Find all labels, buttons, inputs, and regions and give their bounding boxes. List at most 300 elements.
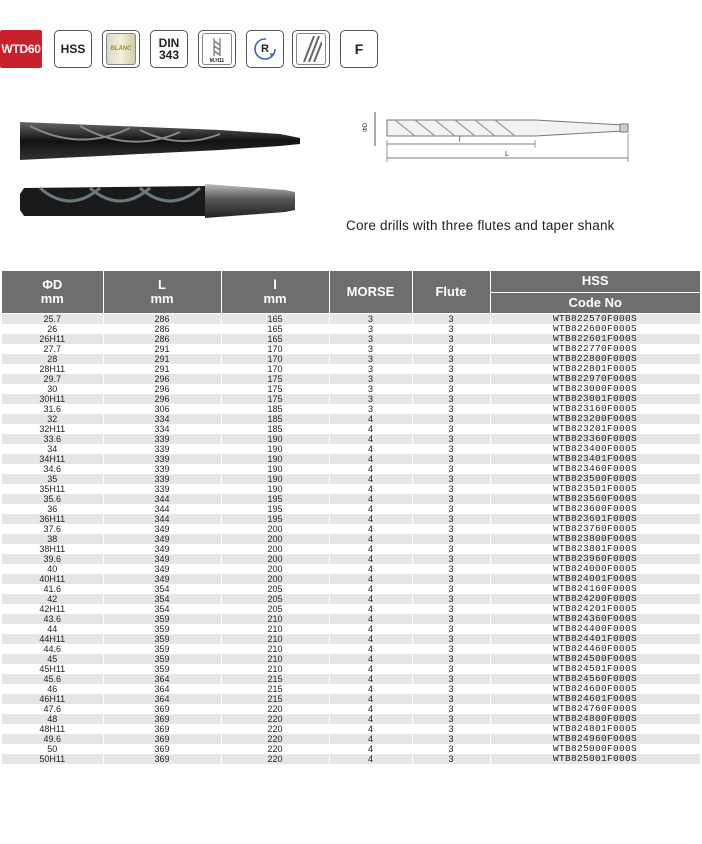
code-cell: WTB823360F000S xyxy=(490,434,700,444)
code-cell: WTB823000F000S xyxy=(490,384,700,394)
total-length-cell: 296 xyxy=(103,374,221,384)
code-cell: WTB822801F000S xyxy=(490,364,700,374)
table-row xyxy=(2,384,700,394)
morse-cell: 4 xyxy=(329,674,412,684)
diameter-cell: 26H11 xyxy=(2,334,103,344)
total-length-cell: 369 xyxy=(103,754,221,764)
total-length-cell: 296 xyxy=(103,384,221,394)
diameter-cell: 34.6 xyxy=(2,464,103,474)
table-row xyxy=(2,414,700,424)
flute-count-cell: 3 xyxy=(412,494,490,504)
flute-length-cell: 210 xyxy=(221,624,329,634)
flute-count-cell: 3 xyxy=(412,714,490,724)
diameter-cell: 50H11 xyxy=(2,754,103,764)
flute-count-cell: 3 xyxy=(412,684,490,694)
header-morse: MORSE xyxy=(329,271,412,313)
helix-icon xyxy=(300,36,322,62)
table-row xyxy=(2,313,700,324)
flute-length-cell: 205 xyxy=(221,604,329,614)
table-row xyxy=(2,504,700,514)
table-row xyxy=(2,334,700,344)
diameter-cell: 43.6 xyxy=(2,614,103,624)
total-length-cell: 291 xyxy=(103,364,221,374)
flute-count-cell: 3 xyxy=(412,534,490,544)
diagram-label-l: l xyxy=(459,137,461,144)
flute-count-cell: 3 xyxy=(412,324,490,334)
code-cell: WTB824460F000S xyxy=(490,644,700,654)
flute-length-cell: 220 xyxy=(221,744,329,754)
total-length-cell: 364 xyxy=(103,684,221,694)
code-cell: WTB822770F000S xyxy=(490,344,700,354)
table-row xyxy=(2,524,700,534)
header-flute: Flute xyxy=(412,271,490,313)
product-subtitle: Core drills with three flutes and taper shank xyxy=(346,218,615,233)
code-cell: WTB822600F000S xyxy=(490,324,700,334)
header-code-no: Code No xyxy=(490,292,700,313)
code-cell: WTB824401F000S xyxy=(490,634,700,644)
flute-count-cell: 3 xyxy=(412,384,490,394)
finish-badge xyxy=(102,30,140,68)
code-cell: WTB824200F000S xyxy=(490,594,700,604)
morse-cell: 4 xyxy=(329,704,412,714)
flute-count-cell: 3 xyxy=(412,504,490,514)
diameter-cell: 33.6 xyxy=(2,434,103,444)
code-cell: WTB824000F000S xyxy=(490,564,700,574)
flute-length-cell: 175 xyxy=(221,394,329,404)
diameter-cell: 30 xyxy=(2,384,103,394)
table-row xyxy=(2,534,700,544)
morse-cell: 4 xyxy=(329,614,412,624)
morse-cell: 4 xyxy=(329,524,412,534)
flute-length-cell: 205 xyxy=(221,594,329,604)
code-cell: WTB824201F000S xyxy=(490,604,700,614)
table-row xyxy=(2,674,700,684)
flute-length-cell: 170 xyxy=(221,354,329,364)
code-cell: WTB824001F000S xyxy=(490,574,700,584)
morse-cell: 4 xyxy=(329,534,412,544)
morse-cell: 4 xyxy=(329,744,412,754)
flute-count-cell: 3 xyxy=(412,594,490,604)
morse-cell: 4 xyxy=(329,474,412,484)
header-total-length xyxy=(103,271,221,313)
standard-line1: DIN xyxy=(158,36,180,50)
total-length-cell: 339 xyxy=(103,484,221,494)
flute-count-cell: 3 xyxy=(412,364,490,374)
total-length-cell: 349 xyxy=(103,544,221,554)
diameter-cell: 45 xyxy=(2,654,103,664)
flute-count-cell: 3 xyxy=(412,644,490,654)
flute-count-cell: 3 xyxy=(412,564,490,574)
morse-cell: 3 xyxy=(329,313,412,324)
code-cell: WTB823160F000S xyxy=(490,404,700,414)
morse-cell: 4 xyxy=(329,514,412,524)
morse-cell: 4 xyxy=(329,574,412,584)
diameter-cell: 49.6 xyxy=(2,734,103,744)
flute-length-cell: 210 xyxy=(221,634,329,644)
code-cell: WTB822570F000S xyxy=(490,313,700,324)
flute-count-cell: 3 xyxy=(412,654,490,664)
specification-table xyxy=(2,271,701,764)
table-row xyxy=(2,514,700,524)
flute-length-cell: 200 xyxy=(221,564,329,574)
diameter-cell: 35 xyxy=(2,474,103,484)
morse-cell: 4 xyxy=(329,594,412,604)
morse-cell: 4 xyxy=(329,434,412,444)
code-cell: WTB823201F000S xyxy=(490,424,700,434)
total-length-cell: 359 xyxy=(103,654,221,664)
diameter-cell: 32 xyxy=(2,414,103,424)
code-cell: WTB823560F000S xyxy=(490,494,700,504)
code-cell: WTB823500F000S xyxy=(490,474,700,484)
morse-cell: 3 xyxy=(329,324,412,334)
diameter-cell: 45H11 xyxy=(2,664,103,674)
table-row xyxy=(2,684,700,694)
flute-length-cell: 220 xyxy=(221,704,329,714)
flute-count-cell: 3 xyxy=(412,464,490,474)
table-row xyxy=(2,624,700,634)
total-length-cell: 339 xyxy=(103,454,221,464)
flute-length-cell: 210 xyxy=(221,664,329,674)
diameter-cell: 31.6 xyxy=(2,404,103,414)
flute-length-cell: 175 xyxy=(221,374,329,384)
header-total-length-symbol: L xyxy=(158,276,166,292)
total-length-cell: 286 xyxy=(103,313,221,324)
flute-length-cell: 200 xyxy=(221,524,329,534)
flute-count-cell: 3 xyxy=(412,404,490,414)
flute-count-cell: 3 xyxy=(412,614,490,624)
flute-length-cell: 200 xyxy=(221,534,329,544)
diameter-cell: 34 xyxy=(2,444,103,454)
morse-cell: 4 xyxy=(329,484,412,494)
code-cell: WTB824600F000S xyxy=(490,684,700,694)
diameter-cell: 26 xyxy=(2,324,103,334)
flute-length-cell: 190 xyxy=(221,434,329,444)
total-length-cell: 291 xyxy=(103,354,221,364)
table-row xyxy=(2,324,700,334)
total-length-cell: 286 xyxy=(103,324,221,334)
table-row xyxy=(2,494,700,504)
diameter-cell: 42 xyxy=(2,594,103,604)
tolerance-label: M.H11 xyxy=(209,58,225,64)
core-drill-photo-bottom xyxy=(20,180,300,222)
morse-cell: 4 xyxy=(329,454,412,464)
diameter-cell: 47.6 xyxy=(2,704,103,714)
total-length-cell: 369 xyxy=(103,714,221,724)
header-flute-length-unit: mm xyxy=(263,290,287,306)
morse-cell: 4 xyxy=(329,684,412,694)
table-row xyxy=(2,584,700,594)
code-cell: WTB823960F000S xyxy=(490,554,700,564)
code-cell: WTB822970F000S xyxy=(490,374,700,384)
flute-length-cell: 190 xyxy=(221,464,329,474)
diameter-cell: 44 xyxy=(2,624,103,634)
total-length-cell: 364 xyxy=(103,694,221,704)
table-row xyxy=(2,734,700,744)
flute-length-cell: 185 xyxy=(221,424,329,434)
morse-cell: 4 xyxy=(329,584,412,594)
total-length-cell: 349 xyxy=(103,534,221,544)
table-row xyxy=(2,744,700,754)
morse-cell: 3 xyxy=(329,334,412,344)
table-row xyxy=(2,694,700,704)
rotation-badge xyxy=(246,30,284,68)
flute-count-cell: 3 xyxy=(412,544,490,554)
diameter-cell: 48H11 xyxy=(2,724,103,734)
morse-cell: 3 xyxy=(329,364,412,374)
table-row xyxy=(2,454,700,464)
diameter-cell: 40H11 xyxy=(2,574,103,584)
flute-length-cell: 205 xyxy=(221,584,329,594)
code-cell: WTB823800F000S xyxy=(490,534,700,544)
header-diameter-unit: mm xyxy=(40,290,64,306)
morse-cell: 3 xyxy=(329,354,412,364)
total-length-cell: 369 xyxy=(103,744,221,754)
diameter-cell: 45.6 xyxy=(2,674,103,684)
diagram-label-d: ΦD xyxy=(363,122,369,132)
flute-count-cell: 3 xyxy=(412,354,490,364)
total-length-cell: 359 xyxy=(103,634,221,644)
morse-cell: 4 xyxy=(329,444,412,454)
morse-cell: 4 xyxy=(329,734,412,744)
flute-count-cell: 3 xyxy=(412,444,490,454)
flute-count-cell: 3 xyxy=(412,744,490,754)
flute-length-cell: 220 xyxy=(221,754,329,764)
table-row xyxy=(2,754,700,764)
rotation-label: R xyxy=(261,43,269,55)
morse-cell: 4 xyxy=(329,724,412,734)
table-row xyxy=(2,444,700,454)
flute-length-cell: 165 xyxy=(221,334,329,344)
flute-length-cell: 185 xyxy=(221,414,329,424)
total-length-cell: 359 xyxy=(103,664,221,674)
code-cell: WTB822601F000S xyxy=(490,334,700,344)
diameter-cell: 35H11 xyxy=(2,484,103,494)
flute-count-cell: 3 xyxy=(412,724,490,734)
flute-length-cell: 170 xyxy=(221,344,329,354)
diameter-cell: 46H11 xyxy=(2,694,103,704)
flute-count-cell: 3 xyxy=(412,334,490,344)
code-cell: WTB824500F000S xyxy=(490,654,700,664)
table-row xyxy=(2,564,700,574)
total-length-cell: 306 xyxy=(103,404,221,414)
flute-count-cell: 3 xyxy=(412,514,490,524)
flute-length-cell: 175 xyxy=(221,384,329,394)
code-cell: WTB823001F000S xyxy=(490,394,700,404)
table-row xyxy=(2,714,700,724)
flute-length-cell: 195 xyxy=(221,504,329,514)
diameter-cell: 35.6 xyxy=(2,494,103,504)
table-row xyxy=(2,604,700,614)
flute-count-cell: 3 xyxy=(412,574,490,584)
table-row xyxy=(2,364,700,374)
dimension-diagram xyxy=(355,100,635,170)
flute-count-cell: 3 xyxy=(412,664,490,674)
diameter-cell: 41.6 xyxy=(2,584,103,594)
flute-length-cell: 165 xyxy=(221,324,329,334)
diagram-label-L: L xyxy=(505,151,509,158)
table-row xyxy=(2,574,700,584)
morse-cell: 4 xyxy=(329,664,412,674)
code-cell: WTB824560F000S xyxy=(490,674,700,684)
morse-cell: 4 xyxy=(329,564,412,574)
table-row xyxy=(2,644,700,654)
morse-cell: 4 xyxy=(329,654,412,664)
diameter-cell: 28 xyxy=(2,354,103,364)
code-cell: WTB823601F000S xyxy=(490,514,700,524)
morse-cell: 4 xyxy=(329,714,412,724)
flute-length-cell: 190 xyxy=(221,444,329,454)
flute-length-cell: 195 xyxy=(221,494,329,504)
code-cell: WTB825000F000S xyxy=(490,744,700,754)
flute-count-cell: 3 xyxy=(412,704,490,714)
table-row xyxy=(2,634,700,644)
table-row xyxy=(2,544,700,554)
flute-length-cell: 165 xyxy=(221,313,329,324)
tolerance-badge xyxy=(198,30,236,68)
code-cell: WTB824400F000S xyxy=(490,624,700,634)
total-length-cell: 339 xyxy=(103,474,221,484)
morse-cell: 4 xyxy=(329,544,412,554)
morse-cell: 3 xyxy=(329,374,412,384)
flute-count-cell: 3 xyxy=(412,474,490,484)
morse-cell: 4 xyxy=(329,754,412,764)
code-cell: WTB824760F000S xyxy=(490,704,700,714)
diameter-cell: 37.6 xyxy=(2,524,103,534)
diameter-cell: 40 xyxy=(2,564,103,574)
flute-length-cell: 220 xyxy=(221,734,329,744)
diameter-cell: 50 xyxy=(2,744,103,754)
total-length-cell: 344 xyxy=(103,504,221,514)
flute-count-cell: 3 xyxy=(412,754,490,764)
morse-cell: 4 xyxy=(329,634,412,644)
total-length-cell: 369 xyxy=(103,704,221,714)
code-cell: WTB823401F000S xyxy=(490,454,700,464)
standard-line2: 343 xyxy=(158,48,179,62)
total-length-cell: 359 xyxy=(103,624,221,634)
header-flute-length xyxy=(221,271,329,313)
table-row xyxy=(2,434,700,444)
total-length-cell: 359 xyxy=(103,614,221,624)
code-cell: WTB823801F000S xyxy=(490,544,700,554)
diameter-cell: 34H11 xyxy=(2,454,103,464)
code-cell: WTB824360F000S xyxy=(490,614,700,624)
total-length-cell: 339 xyxy=(103,464,221,474)
flute-length-cell: 200 xyxy=(221,554,329,564)
diameter-cell: 32H11 xyxy=(2,424,103,434)
morse-cell: 3 xyxy=(329,394,412,404)
helix-badge xyxy=(292,30,330,68)
morse-cell: 4 xyxy=(329,504,412,514)
standard-badge xyxy=(150,30,188,68)
flute-length-cell: 210 xyxy=(221,644,329,654)
header-total-length-unit: mm xyxy=(150,290,174,306)
flute-count-cell: 3 xyxy=(412,634,490,644)
diameter-cell: 38 xyxy=(2,534,103,544)
specification-table-body xyxy=(2,313,700,764)
table-row xyxy=(2,724,700,734)
flute-length-cell: 190 xyxy=(221,454,329,464)
table-row xyxy=(2,704,700,714)
flute-count-cell: 3 xyxy=(412,694,490,704)
table-row xyxy=(2,664,700,674)
total-length-cell: 339 xyxy=(103,434,221,444)
diameter-cell: 25.7 xyxy=(2,313,103,324)
morse-cell: 4 xyxy=(329,604,412,614)
core-drill-photo-top xyxy=(20,112,305,170)
code-cell: WTB823600F000S xyxy=(490,504,700,514)
flute-count-cell: 3 xyxy=(412,434,490,444)
header-diameter xyxy=(2,271,103,313)
code-cell: WTB824160F000S xyxy=(490,584,700,594)
flute-length-cell: 220 xyxy=(221,724,329,734)
morse-cell: 4 xyxy=(329,424,412,434)
total-length-cell: 369 xyxy=(103,724,221,734)
morse-cell: 4 xyxy=(329,554,412,564)
table-row xyxy=(2,654,700,664)
flute-length-cell: 185 xyxy=(221,404,329,414)
flute-count-cell: 3 xyxy=(412,344,490,354)
flute-length-cell: 215 xyxy=(221,694,329,704)
total-length-cell: 369 xyxy=(103,734,221,744)
total-length-cell: 349 xyxy=(103,574,221,584)
header-hss: HSS xyxy=(490,271,700,292)
series-badge xyxy=(0,30,42,68)
diameter-cell: 36H11 xyxy=(2,514,103,524)
diameter-cell: 44.6 xyxy=(2,644,103,654)
total-length-cell: 349 xyxy=(103,564,221,574)
code-cell: WTB823760F000S xyxy=(490,524,700,534)
total-length-cell: 349 xyxy=(103,554,221,564)
code-cell: WTB825001F000S xyxy=(490,754,700,764)
total-length-cell: 344 xyxy=(103,514,221,524)
code-cell: WTB823200F000S xyxy=(490,414,700,424)
total-length-cell: 354 xyxy=(103,604,221,614)
flute-length-cell: 215 xyxy=(221,674,329,684)
table-row xyxy=(2,394,700,404)
diameter-cell: 46 xyxy=(2,684,103,694)
total-length-cell: 354 xyxy=(103,584,221,594)
flute-length-cell: 210 xyxy=(221,614,329,624)
header-flute-length-symbol: l xyxy=(273,276,277,292)
morse-cell: 4 xyxy=(329,624,412,634)
flute-count-cell: 3 xyxy=(412,313,490,324)
code-cell: WTB823460F000S xyxy=(490,464,700,474)
total-length-cell: 291 xyxy=(103,344,221,354)
total-length-cell: 364 xyxy=(103,674,221,684)
total-length-cell: 334 xyxy=(103,414,221,424)
total-length-cell: 339 xyxy=(103,444,221,454)
morse-cell: 3 xyxy=(329,344,412,354)
flute-count-cell: 3 xyxy=(412,624,490,634)
diameter-cell: 42H11 xyxy=(2,604,103,614)
flute-length-cell: 215 xyxy=(221,684,329,694)
flute-length-cell: 200 xyxy=(221,544,329,554)
table-row xyxy=(2,594,700,604)
flute-length-cell: 200 xyxy=(221,574,329,584)
flute-count-cell: 3 xyxy=(412,414,490,424)
material-label: HSS xyxy=(60,42,86,56)
flute-length-cell: 210 xyxy=(221,654,329,664)
diameter-cell: 39.6 xyxy=(2,554,103,564)
flute-count-cell: 3 xyxy=(412,454,490,464)
table-row xyxy=(2,614,700,624)
morse-cell: 3 xyxy=(329,384,412,394)
diameter-cell: 30H11 xyxy=(2,394,103,404)
flute-length-cell: 195 xyxy=(221,514,329,524)
flute-length-cell: 190 xyxy=(221,474,329,484)
diameter-cell: 44H11 xyxy=(2,634,103,644)
type-badge xyxy=(340,30,378,68)
